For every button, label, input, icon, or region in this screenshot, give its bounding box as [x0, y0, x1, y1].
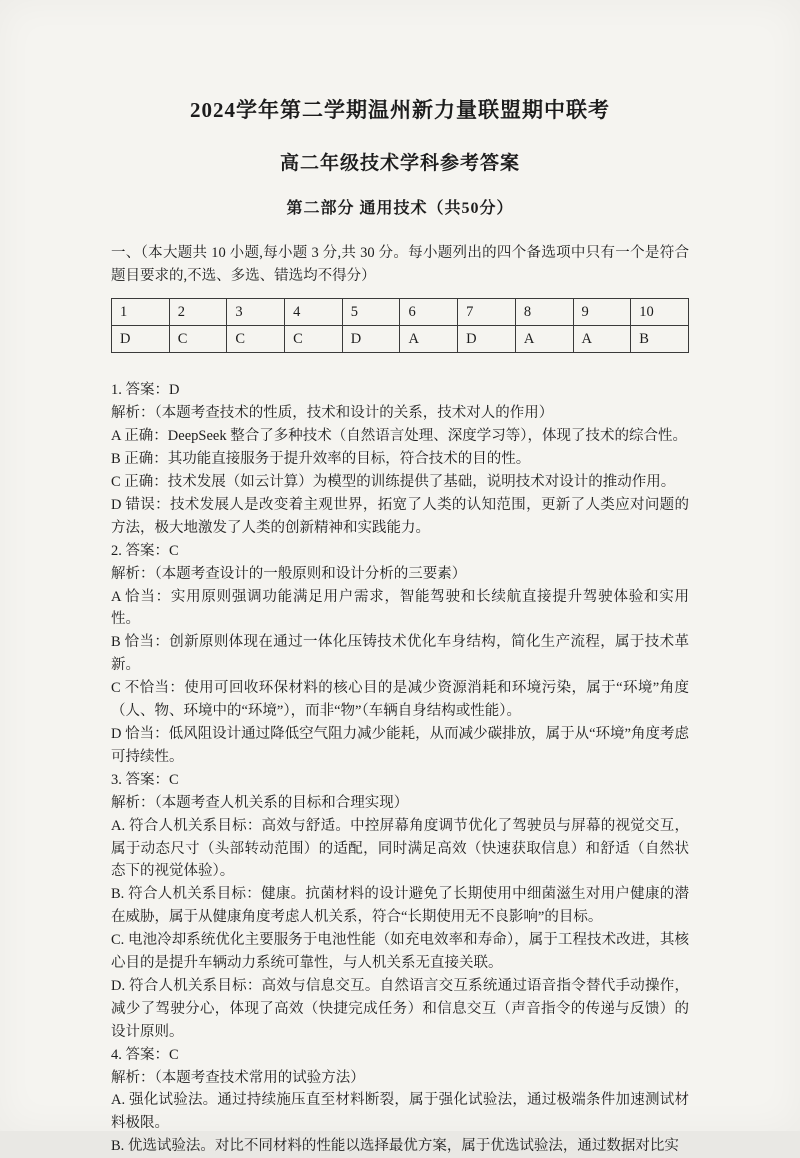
- question-number-cell: 5: [342, 299, 400, 326]
- explanation-line: B. 符合人机关系目标：健康。抗菌材料的设计避免了长期使用中细菌滋生对用户健康的潜在威胁，属于从健康角度考虑人机关系，符合“长期使用无不良影响”的目标。: [111, 886, 689, 926]
- explanation-line: 解析：（本题考查设计的一般原则和设计分析的三要素）: [111, 565, 467, 582]
- answer-cell: D: [458, 326, 516, 353]
- explanation-line: C 正确：技术发展（如云计算）为模型的训练提供了基础，说明技术对设计的推动作用。: [111, 474, 676, 490]
- question-number-cell: 1: [112, 299, 170, 326]
- explanation-line: 2. 答案：C: [111, 542, 179, 559]
- explanation-line: B 恰当：创新原则体现在通过一体化压铸技术优化车身结构，简化生产流程，属于技术革新。: [111, 634, 689, 674]
- explanation-line: D 错误：技术发展人是改变着主观世界，拓宽了人类的认知范围，更新了人类应对问题的方法，极大地激发了人类的创新精神和实践能力。: [111, 496, 689, 536]
- document-content: [111, 94, 689, 1158]
- explanation-line: 4. 答案：C: [111, 1046, 179, 1063]
- answer-cell: B: [631, 326, 689, 353]
- answer-cell: D: [112, 326, 170, 353]
- answer-cell: C: [285, 326, 343, 353]
- answer-table: [111, 298, 689, 353]
- answer-cell: D: [342, 326, 400, 353]
- explanation-line: A. 符合人机关系目标：高效与舒适。中控屏幕角度调节优化了驾驶员与屏幕的视觉交互，属于动态尺寸（头部转动范围）的适配，同时满足高效（快速获取信息）和舒适（自然状态下的视觉体验）。: [111, 817, 689, 880]
- explanation-line: A. 强化试验法。通过持续施压直至材料断裂，属于强化试验法，通过极端条件加速测试材料极限。: [111, 1092, 689, 1132]
- explanation-line: A 恰当：实用原则强调功能满足用户需求，智能驾驶和长续航直接提升驾驶体验和实用性。: [111, 588, 689, 628]
- explanation-line: 解析：（本题考查技术常用的试验方法）: [111, 1069, 365, 1086]
- question-number-cell: 6: [400, 299, 458, 326]
- explanation-line: 解析：（本题考查人机关系的目标和合理实现）: [111, 794, 409, 811]
- explanation-line: 1. 答案：D: [111, 382, 180, 399]
- question-number-cell: 7: [458, 299, 516, 326]
- explanation-line: C. 电池冷却系统优化主要服务于电池性能（如充电效率和寿命），属于工程技术改进，其核心目的是提升车辆动力系统可靠性，与人机关系无直接关联。: [111, 932, 689, 972]
- question-number-cell: 10: [631, 299, 689, 326]
- answer-table-answer-row: [112, 326, 689, 353]
- explanation-line: 3. 答案：C: [111, 771, 179, 788]
- question-number-cell: 9: [573, 299, 631, 326]
- explanations-block: [111, 379, 689, 1158]
- question-instructions: 一、（本大题共 10 小题,每小题 3 分,共 30 分。每小题列出的四个备选项中只有一个是符合题目要求的,不选、多选、错选均不得分）: [111, 245, 689, 285]
- explanation-line: D 恰当：低风阻设计通过降低空气阻力减少能耗，从而减少碳排放，属于从“环境”角度考虑可持续性。: [111, 725, 689, 765]
- explanation-line: B. 优选试验法。对比不同材料的性能以选择最优方案，属于优选试验法，通过数据对比实: [111, 1138, 679, 1155]
- explanation-line: 解析：（本题考查技术的性质，技术和设计的关系，技术对人的作用）: [111, 405, 554, 422]
- explanation-line: A 正确：DeepSeek 整合了多种技术（自然语言处理、深度学习等），体现了技术的综合性。: [111, 428, 687, 445]
- answer-cell: A: [515, 326, 573, 353]
- question-number-cell: 8: [515, 299, 573, 326]
- answer-cell: C: [227, 326, 285, 353]
- question-number-cell: 2: [169, 299, 227, 326]
- document-title: 2024学年第二学期温州新力量联盟期中联考: [190, 98, 610, 122]
- question-number-cell: 4: [285, 299, 343, 326]
- answer-cell: A: [573, 326, 631, 353]
- section-heading: 第二部分 通用技术（共50分）: [286, 200, 514, 217]
- document-subtitle: 高二年级技术学科参考答案: [279, 153, 520, 174]
- explanation-line: B 正确：其功能直接服务于提升效率的目标，符合技术的目的性。: [111, 451, 531, 468]
- explanation-line: D. 符合人机关系目标：高效与信息交互。自然语言交互系统通过语音指令替代手动操作，减少了驾驶分心，体现了高效（快捷完成任务）和信息交互（声音指令的传递与反馈）的设计原则。: [111, 977, 689, 1040]
- explanation-line: C 不恰当：使用可回收环保材料的核心目的是减少资源消耗和环境污染，属于“环境”角度（人、物、环境中的“环境”），而非“物”（车辆自身结构或性能）。: [111, 680, 689, 720]
- answer-cell: A: [400, 326, 458, 353]
- answer-table-number-row: [112, 299, 689, 326]
- question-number-cell: 3: [227, 299, 285, 326]
- answer-cell: C: [169, 326, 227, 353]
